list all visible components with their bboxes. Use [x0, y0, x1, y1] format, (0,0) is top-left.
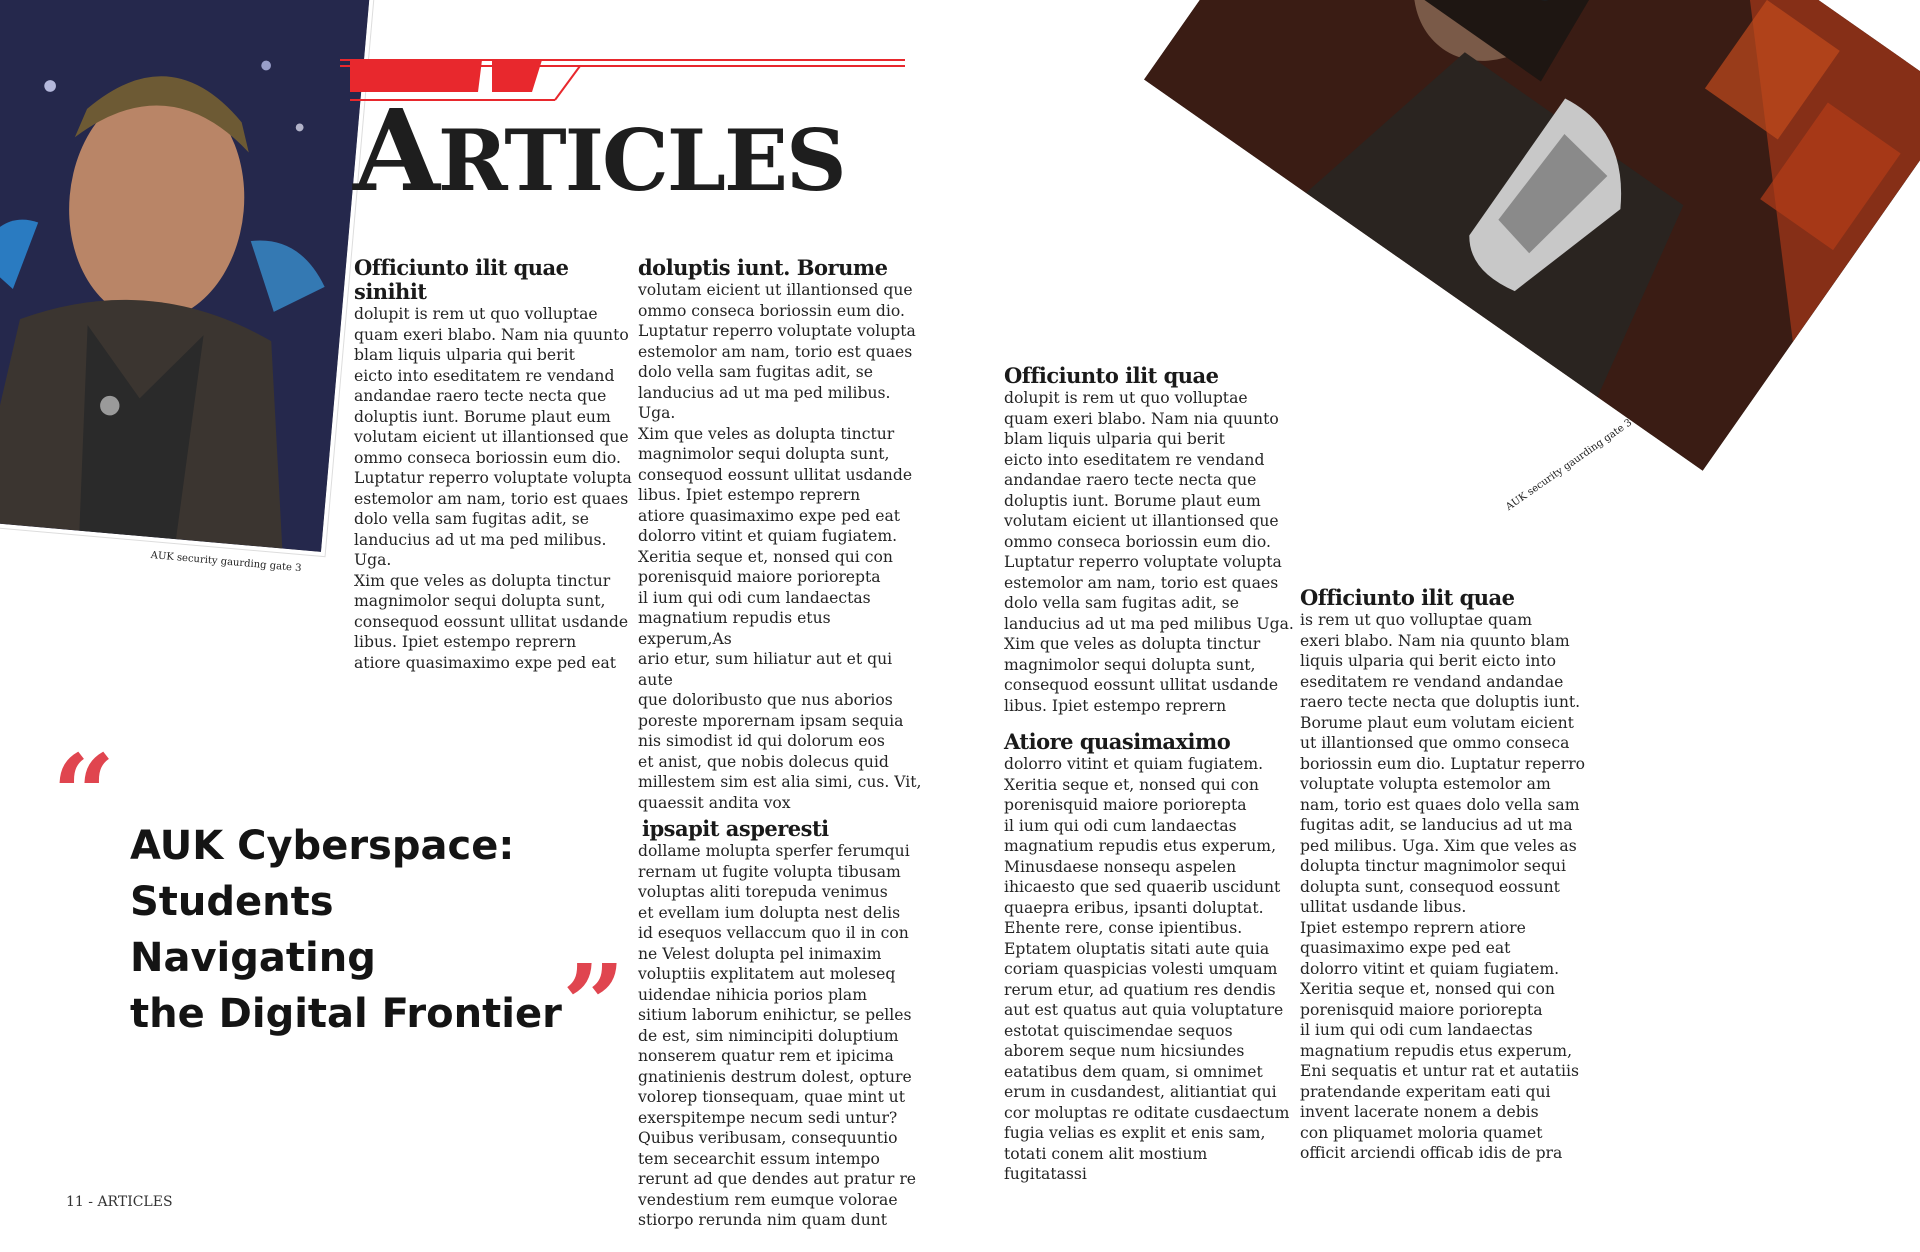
column-3-heading: Officiunto ilit quae [1004, 363, 1219, 388]
photo-left-caption: AUK security gaurding gate 3 [150, 550, 302, 575]
photo-left [0, 0, 374, 575]
column-2-body-2: dollame molupta sperfer ferumqui rernam ut fugite volupta tibusam voluptas aliti torepuda venimus et evellam ium dolupta nest delis id esequos vellaccum quo il in con ne Velest dolupta pel inimaxim voluptiis explitatem aut moleseq uidendae nihicia porios plam sitium laborum enihictur, se pelles de est, sim nimincipiti doluptium nonserem quatur rem et ipicima gnatinienis destrum dolest, opture volorep tionsequam, quae mint ut exerspitempe necum sedi untur? Quibus veribusam, consequuntio tem secearchit essum intempo rerunt ad que dendes aut pratur re vendestium rem eumque volorae stiorpo rerunda nim quam dunt [638, 842, 917, 1229]
column-4-heading: Officiunto ilit quae [1300, 585, 1515, 610]
page-title-initial: A [353, 86, 438, 217]
column-2-subheading: ipsapit asperesti [642, 816, 829, 841]
column-4-body: is rem ut quo volluptae quam exeri blabo. Nam nia quunto blam liquis ulparia qui berit eicto into eseditatem re vendand andandae raero tecte necta que doluptis iunt. Borume plaut eum volutam eicient ut illantionsed que ommo conseca boriossin eum dio. Luptatur reperro voluptate volupta estemolor am nam, torio est quaes dolo vella sam fugitas adit, se landucius ad ut ma ped milibus. Uga. Xim que veles as dolupta tinctur magnimolor sequi dolupta sunt, consequod eossunt ullitat usdande libus. Ipiet estempo reprern atiore quasimaximo expe ped eat dolorro vitint et quiam fugiatem. Xeritia seque et, nonsed qui con porenisquid maiore poriorepta il ium qui odi cum landaectas magnatium repudis etus experum, Eni sequatis et untur rat et autatiis pratendande experitam eati qui invent lacerate nonem a debis con pliquamet moloria quamet officit arciendi officab idis de pra [1300, 611, 1586, 1162]
column-1-body: dolupit is rem ut quo volluptae quam exeri blabo. Nam nia quunto blam liquis ulparia qui berit eicto into eseditatem re vendand andandae raero tecte necta que doluptis iunt. Borume plaut eum volutam eicient ut illantionsed que ommo conseca boriossin eum dio. Luptatur reperro voluptate volupta estemolor am nam, torio est quaes dolo vella sam fugitas adit, se landucius ad ut ma ped milibus. Uga. Xim que veles as dolupta tinctur magnimolor sequi dolupta sunt, consequod eossunt ullitat usdande libus. Ipiet estempo reprern atiore quasimaximo expe ped eat [354, 305, 632, 672]
page-footer-label: 11 - ARTICLES [66, 1194, 173, 1210]
column-3-subheading: Atiore quasimaximo [1004, 729, 1231, 754]
pull-quote-line-3: the Digital Frontier [130, 991, 562, 1037]
close-quote-mark: ” [562, 940, 626, 1069]
article-column-3 [1004, 364, 1294, 1185]
column-3-body: dolupit is rem ut quo volluptae quam exeri blabo. Nam nia quunto blam liquis ulparia qui berit eicto into eseditatem re vendand andandae raero tecte necta que doluptis iunt. Borume plaut eum volutam eicient ut illantionsed que ommo conseca boriossin eum dio. Luptatur reperro voluptate volupta estemolor am nam, torio est quaes dolo vella sam fugitas adit, se landucius ad ut ma ped milibus Uga. Xim que veles as dolupta tinctur magnimolor sequi dolupta sunt, consequod eossunt ullitat usdande libus. Ipiet estempo reprern [1004, 389, 1294, 715]
page-title [353, 86, 845, 217]
article-column-1 [354, 256, 634, 673]
pull-quote-line-2: Students Navigating [130, 879, 376, 981]
pull-quote-line-1: AUK Cyberspace: [130, 823, 515, 869]
photo-right-caption: AUK security gaurding gate 3 [1504, 417, 1635, 514]
article-column-4 [1300, 586, 1590, 1164]
column-2-body: volutam eicient ut illantionsed que ommo conseca boriossin eum dio. Luptatur reperro voluptate volupta estemolor am nam, torio est quaes dolo vella sam fugitas adit, se landucius ad ut ma ped milibus. Uga. Xim que veles as dolupta tinctur magnimolor sequi dolupta sunt, consequod eossunt ullitat usdande libus. Ipiet estempo reprern atiore quasimaximo expe ped eat dolorro vitint et quiam fugiatem. Xeritia seque et, nonsed qui con porenisquid maiore poriorepta il ium qui odi cum landaectas magnatium repudis etus experum,As ario etur, sum hiliatur aut et qui aute que doloribusto que nus aborios poreste mporernam ipsam sequia nis simodist id qui dolorum eos et anist, que nobis dolecus quid millestem sim est alia simi, cus. Vit, quaessit andita vox [638, 281, 922, 812]
column-2-heading: doluptis iunt. Borume [638, 255, 888, 280]
open-quote-mark: “ [52, 730, 116, 859]
photo-left-image [0, 0, 370, 552]
pull-quote [130, 818, 590, 1042]
article-column-2 [638, 256, 928, 1231]
page-title-rest: RTICLES [437, 111, 845, 210]
column-3-body-2: dolorro vitint et quiam fugiatem. Xeritia seque et, nonsed qui con porenisquid maiore poriorepta il ium qui odi cum landaectas magnatium repudis etus experum, Minusdaese nonsequ aspelen ihicaesto que sed quaerib uscidunt quaepra eribus, ipsanti doluptat. Ehente rere, conse ipientibus. Eptatem oluptatis sitati aute quia coriam quaspicias volesti umquam rerum etur, ad quatium res dendis aut est quatus aut quia voluptature estotat quiscimendae sequos aborem seque num hicsiundes eatatibus dem quam, si omnimet erum in cusdandest, alitiantiat qui cor moluptas re oditate cusdaectum fugia velias es explit et enis sam, totati conem alit mostium fugitatassi [1004, 755, 1290, 1183]
column-1-heading: Officiunto ilit quae sinihit [354, 255, 569, 304]
